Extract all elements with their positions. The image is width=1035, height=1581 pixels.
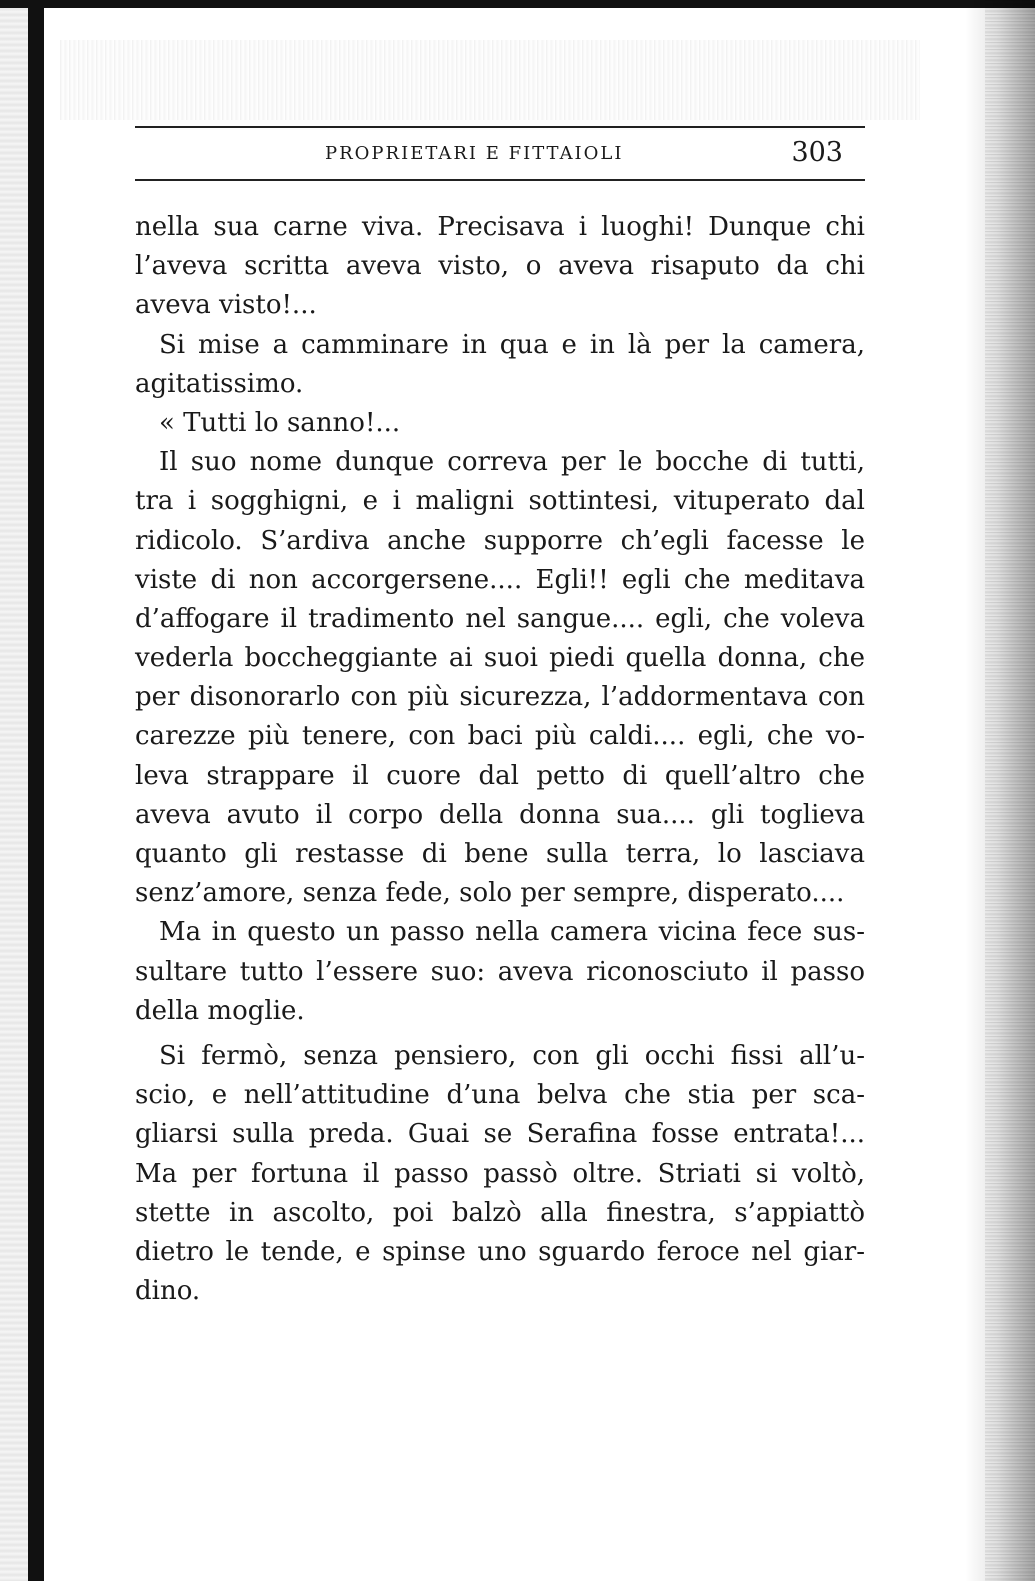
text-line: scio, e nell’attitudine d’una belva che stia per sca- [135,1080,865,1111]
text-line: l’aveva scritta aveva visto, o aveva risaputo da chi [135,251,865,282]
text-line: sultare tutto l’essere suo: aveva riconosciuto il passo [135,956,865,987]
text-line: viste di non accorgersene.... Egli!! egli che meditava [135,564,865,595]
top-page-edge [0,0,1035,8]
text-line: vederla boccheggiante ai suoi piedi quella donna, che [135,643,865,674]
text-line: aveva avuto il corpo della donna sua.... gli toglieva [135,799,865,830]
text-line: carezze più tenere, con baci più caldi.... egli, che vo- [135,721,865,752]
text-line: agitatissimo. [135,368,304,399]
header-rule-bottom [135,179,865,181]
book-binding [28,0,44,1581]
bleed-through-noise [60,40,920,120]
text-line: per disonorarlo con più sicurezza, l’addormentava con [135,682,865,713]
text-line: gliarsi sulla preda. Guai se Serafina fosse entrata!... [135,1119,865,1150]
text-line: Il suo nome dunque correva per le bocche di tutti, [159,447,865,478]
text-line: leva strappare il cuore dal petto di quell’altro che [135,760,865,791]
text-line: tra i sogghigni, e i maligni sottintesi, vituperato dal [135,486,865,517]
text-line: d’affogare il tradimento nel sangue.... egli, che voleva [135,603,865,634]
text-line: Ma in questo un passo nella camera vicina fece sus- [159,917,865,948]
text-line: nella sua carne viva. Precisava i luoghi! Dunque chi [135,212,865,242]
text-line: stette in ascolto, poi balzò alla finestra, s’appiattò [135,1197,865,1228]
page-number: 303 [791,137,843,168]
body-text [135,208,865,1311]
right-page-edge-texture [985,0,1035,1581]
text-line: aveva visto!... [135,290,317,321]
text-line: Si fermò, senza pensiero, con gli occhi fissi all’u- [159,1040,865,1071]
text-line: quanto gli restasse di bene sulla terra, lo lasciava [135,839,865,869]
text-line: dietro le tende, e spinse uno sguardo feroce nel giar- [135,1236,865,1267]
text-line: della moglie. [135,995,305,1026]
text-line: ridicolo. S’ardiva anche supporre ch’egli facesse le [135,525,865,556]
header-rule-top [135,126,865,128]
binding-shadow [0,0,28,1581]
text-line: « Tutti lo sanno!... [159,407,401,438]
page-header [135,137,865,173]
running-head: PROPRIETARI E FITTAIOLI [325,143,624,164]
text-line: dino. [135,1276,201,1307]
text-line: Si mise a camminare in qua e in là per la camera, [159,329,865,360]
text-line: senz’amore, senza fede, solo per sempre, disperato.... [135,878,845,909]
text-line: Ma per fortuna il passo passò oltre. Striati si voltò, [135,1158,865,1189]
